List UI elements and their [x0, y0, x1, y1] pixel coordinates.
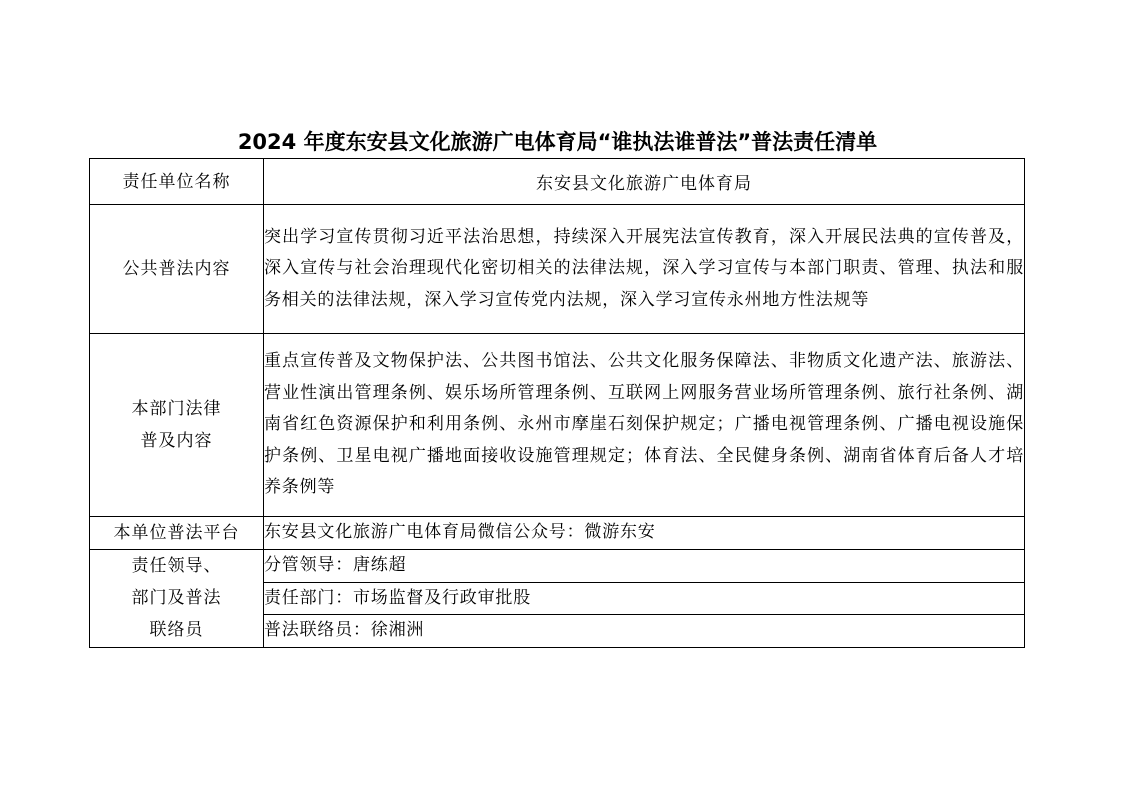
liaison-value: 普法联络员：徐湘洲 — [264, 615, 1025, 648]
public-content-value: 突出学习宣传贯彻习近平法治思想，持续深入开展宪法宣传教育，深入开展民法典的宣传普及，深入宣传与社会治理现代化密切相关的法律法规，深入学习宣传与本部门职责、管理、执法和服务相关的法律法规，深入学习宣传党内法规，深入学习宣传永州地方性法规等 — [264, 205, 1025, 334]
contact-label-line3: 联络员 — [149, 620, 204, 641]
contact-label — [90, 550, 264, 648]
table-row-dept-content — [90, 334, 1025, 517]
responsibility-table — [89, 158, 1025, 648]
unit-label: 责任单位名称 — [90, 159, 264, 205]
table-row-unit — [90, 159, 1025, 205]
leader-value: 分管领导：唐练超 — [264, 550, 1025, 583]
department-value: 责任部门：市场监督及行政审批股 — [264, 582, 1025, 615]
dept-content-value: 重点宣传普及文物保护法、公共图书馆法、公共文化服务保障法、非物质文化遗产法、旅游法、营业性演出管理条例、娱乐场所管理条例、互联网上网服务营业场所管理条例、旅行社条例、湖南省红色资源保护和利用条例、永州市摩崖石刻保护规定；广播电视管理条例、广播电视设施保护条例、卫星电视广播地面接收设施管理规定；体育法、全民健身条例、湖南省体育后备人才培养条例等 — [264, 334, 1025, 517]
dept-label-line2: 普及内容 — [140, 431, 213, 451]
platform-value: 东安县文化旅游广电体育局微信公众号：微游东安 — [264, 517, 1025, 550]
dept-content-label — [90, 334, 264, 517]
dept-label-line1: 本部门法律 — [131, 399, 222, 419]
document-title: 2024 年度东安县文化旅游广电体育局“谁执法谁普法”普法责任清单 — [237, 130, 878, 154]
table-row-platform — [90, 517, 1025, 550]
unit-value: 东安县文化旅游广电体育局 — [264, 159, 1025, 205]
contact-label-line2: 部门及普法 — [131, 588, 222, 609]
table-row-leader — [90, 550, 1025, 583]
platform-label: 本单位普法平台 — [90, 517, 264, 550]
table-row-public-content — [90, 205, 1025, 334]
public-content-label: 公共普法内容 — [90, 205, 264, 334]
contact-label-line1: 责任领导、 — [131, 556, 222, 577]
